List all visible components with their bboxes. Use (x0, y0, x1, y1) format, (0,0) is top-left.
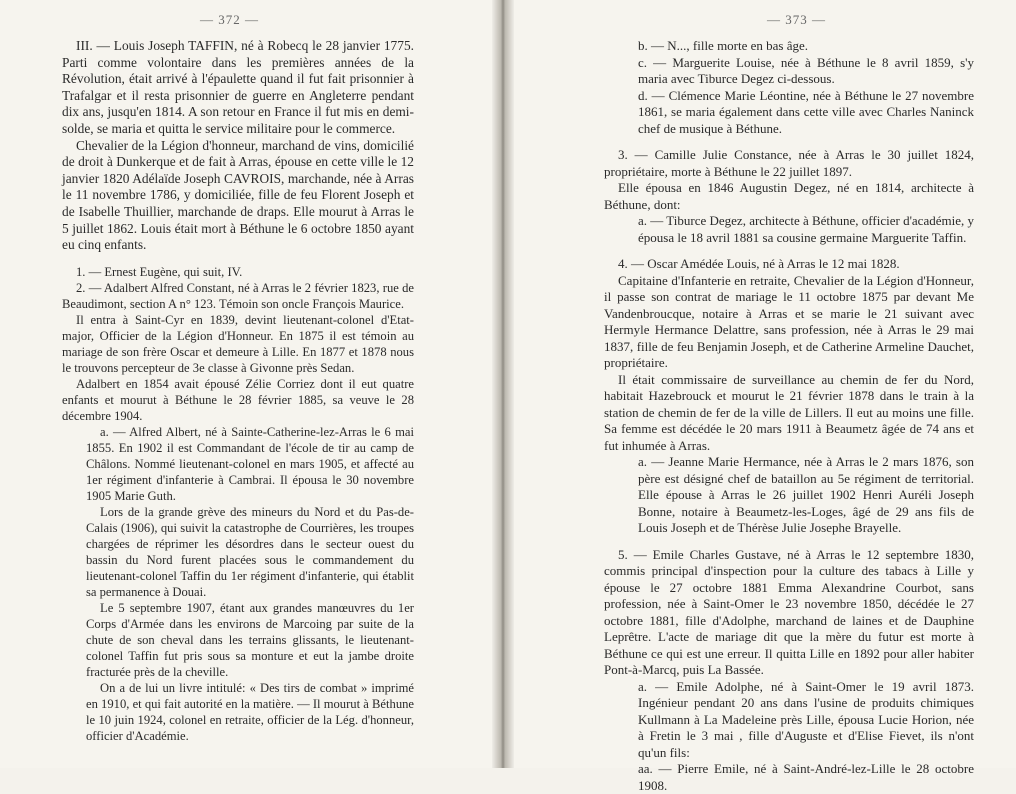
paragraph-degez-marriage: Elle épousa en 1846 Augustin Degez, né en 1814, architecte à Béthune, dont: (604, 180, 974, 212)
paragraph-emile-adolphe: a. — Emile Adolphe, né à Saint-Omer le 19 avril 1873. Ingénieur pendant 20 ans dans l'usine de produits chimiques Kullmann à La Madeleine près Lille, épousa Lucie Horion, née à Fretin le 3 mai , fille d'Auguste et d'Elise Fievet, ils n'ont qu'un fils: (638, 678, 974, 760)
paragraph-alfred-albert: a. — Alfred Albert, né à Sainte-Catherine-lez-Arras le 6 mai 1855. En 1902 il est Commandant de l'école de tir au camp de Châlons. Nommé lieutenant-colonel en mars 1905, et affecté au 1er régiment d'infanterie à Cambrai. Il épousa le 30 novembre 1905 Marie Guth. (86, 424, 414, 503)
paragraph-child-d: d. — Clémence Marie Léontine, née à Béthune le 27 novembre 1861, se maria également dans cette ville avec Charles Naninck chef de musique à Béthune. (638, 87, 974, 136)
paragraph-child-1: 1. — Ernest Eugène, qui suit, IV. (76, 264, 243, 279)
right-page-number: — 373 — (767, 12, 826, 27)
paragraph-commissaire: Il était commissaire de surveillance au chemin de fer du Nord, habitait Hazebrouck et mourut le 21 février 1878 dans le train à la station de chemin de fer de la ville de Lillers. Il eut au moins une fille. Sa femme est décédée le 20 mars 1911 à Beaumetz âgée de 74 ans et fut inhumée à Arras. (604, 371, 974, 453)
paragraph-saint-cyr: Il entra à Saint-Cyr en 1839, devint lieutenant-colonel d'Etat-major, Officier de la Légion d'Honneur. En 1875 il est témoin au mariage de son frère Oscar et demeure à Lille. En 1877 et 1878 nous le trouvons percepteur de 3e classe à Givonne près Sedan. (62, 312, 414, 375)
paragraph-chevalier: Chevalier de la Légion d'honneur, marchand de vins, domicilié de droit à Dunkerque et de fait à Arras, épouse en cette ville le 12 janvier 1820 Adélaïde Joseph CAVROIS, marchande, née à Arras le 11 novembre 1786, y domiciliée, fille de feu Florent Joseph et de Isabelle Thuillier, marchande de draps. Elle mourut à Arras le 5 juillet 1862. Louis était mort à Béthune le 6 octobre 1850 ayant eu cinq enfants. (62, 137, 414, 253)
left-page (0, 0, 500, 768)
paragraph-adalbert-marriage: Adalbert en 1854 avait épousé Zélie Corriez dont il eut quatre enfants et mourut à Béthune le 28 février 1885, sa veuve le 28 décembre 1904. (62, 376, 414, 423)
paragraph-child-5: 5. — Emile Charles Gustave, né à Arras le 12 septembre 1830, commis principal d'inspection pour la culture des tabacs à Lille y épouse le 27 octobre 1881 Emma Alexandrine Courbot, sans profession, née à Saint-Omer le 23 novembre 1850, décédée le 27 octobre 1881, fille d'Adolphe, marchand de laines et de Dauphine Leprêtre. L'acte de mariage dit que la mère du futur est morte à Béthune ce qui est une erreur. Il quitta Lille en 1892 pour aller habiter Pont-à-Marcq, puis La Bassée. (604, 546, 974, 677)
paragraph-greve: Lors de la grande grève des mineurs du Nord et du Pas-de-Calais (1906), qui suivit la catastrophe de Courrières, les troupes chargées de réprimer les désordres dans le secteur ouest du bassin du Nord furent placées sous le commandement du lieutenant-colonel Taffin du 1er régiment d'infanterie, qui établit sa permanence à Douai. (86, 504, 414, 599)
paragraph-child-2: 2. — Adalbert Alfred Constant, né à Arras le 2 février 1823, rue de Beaudimont, section A n° 123. Témoin son oncle François Maurice. (62, 280, 414, 311)
paragraph-child-b: b. — N..., fille morte en bas âge. (638, 38, 809, 53)
paragraph-capitaine: Capitaine d'Infanterie en retraite, Chevalier de la Légion d'Honneur, il passe son contrat de mariage le 11 octobre 1875 par devant Me Vandenbroucque, notaire à Arras et se marie le 21 suivant avec Hermyle Hermance Delattre, sans profession, née à Arras le 29 mai 1837, fille de feu Benjamin Joseph, et de Catherine Armeline Dauchet, propriétaire. (604, 272, 974, 370)
paragraph-tiburce: a. — Tiburce Degez, architecte à Béthune, officier d'académie, y épousa le 18 avril 1881 sa cousine germaine Marguerite Taffin. (638, 213, 974, 245)
book-gutter (492, 0, 514, 768)
paragraph-pierre-emile: aa. — Pierre Emile, né à Saint-André-lez-Lille le 28 octobre 1908. (638, 761, 974, 793)
left-page-number: — 372 — (200, 12, 259, 27)
right-page-text (604, 38, 974, 794)
paragraph-jeanne-marie: a. — Jeanne Marie Hermance, née à Arras le 2 mars 1876, son père est désigné chef de bataillon au 5e régiment de territorial. Elle épouse à Arras le 26 juillet 1902 Henri Auréli Joseph Bonne, notaire à Beaumetz-les-Loges, âgé de 29 ans fils de Louis Joseph et de Thérèse Julie Josephe Brayelle. (638, 454, 974, 535)
paragraph-child-c: c. — Marguerite Louise, née à Béthune le 8 avril 1859, s'y maria avec Tiburce Degez ci-dessous. (638, 54, 974, 86)
paragraph-manoeuvres: Le 5 septembre 1907, étant aux grandes manœuvres du 1er Corps d'Armée dans les environs de Marcoing par suite de la chute de son cheval dans les terrains glissants, le lieutenant-colonel Taffin fut pris sous sa monture et eut la jambe droite fracturée près de la cheville. (86, 600, 414, 679)
paragraph-child-3: 3. — Camille Julie Constance, née à Arras le 30 juillet 1824, propriétaire, morte à Béthune le 22 juillet 1897. (604, 147, 974, 179)
left-page-text (62, 38, 414, 744)
paragraph-louis-joseph: III. — Louis Joseph TAFFIN, né à Robecq le 28 janvier 1775. Parti comme volontaire dans les premières années de la Révolution, était arrivé à l'épaulette quand il fut fait prisonnier à Trafalgar et il resta prisonnier de guerre en Angleterre pendant dix ans, jusqu'en 1814. A son retour en France il fut mis en demi-solde, se maria et quitta le service militaire pour le commerce. (62, 38, 414, 136)
right-page (512, 0, 1016, 793)
paragraph-child-4: 4. — Oscar Amédée Louis, né à Arras le 12 mai 1828. (618, 256, 900, 271)
paragraph-livre: On a de lui un livre intitulé: « Des tirs de combat » imprimé en 1910, et qui fait autorité en la matière. — Il mourut à Béthune le 10 juin 1924, colonel en retraite, officier de la Lég. d'honneur, officier d'Académie. (86, 680, 414, 743)
